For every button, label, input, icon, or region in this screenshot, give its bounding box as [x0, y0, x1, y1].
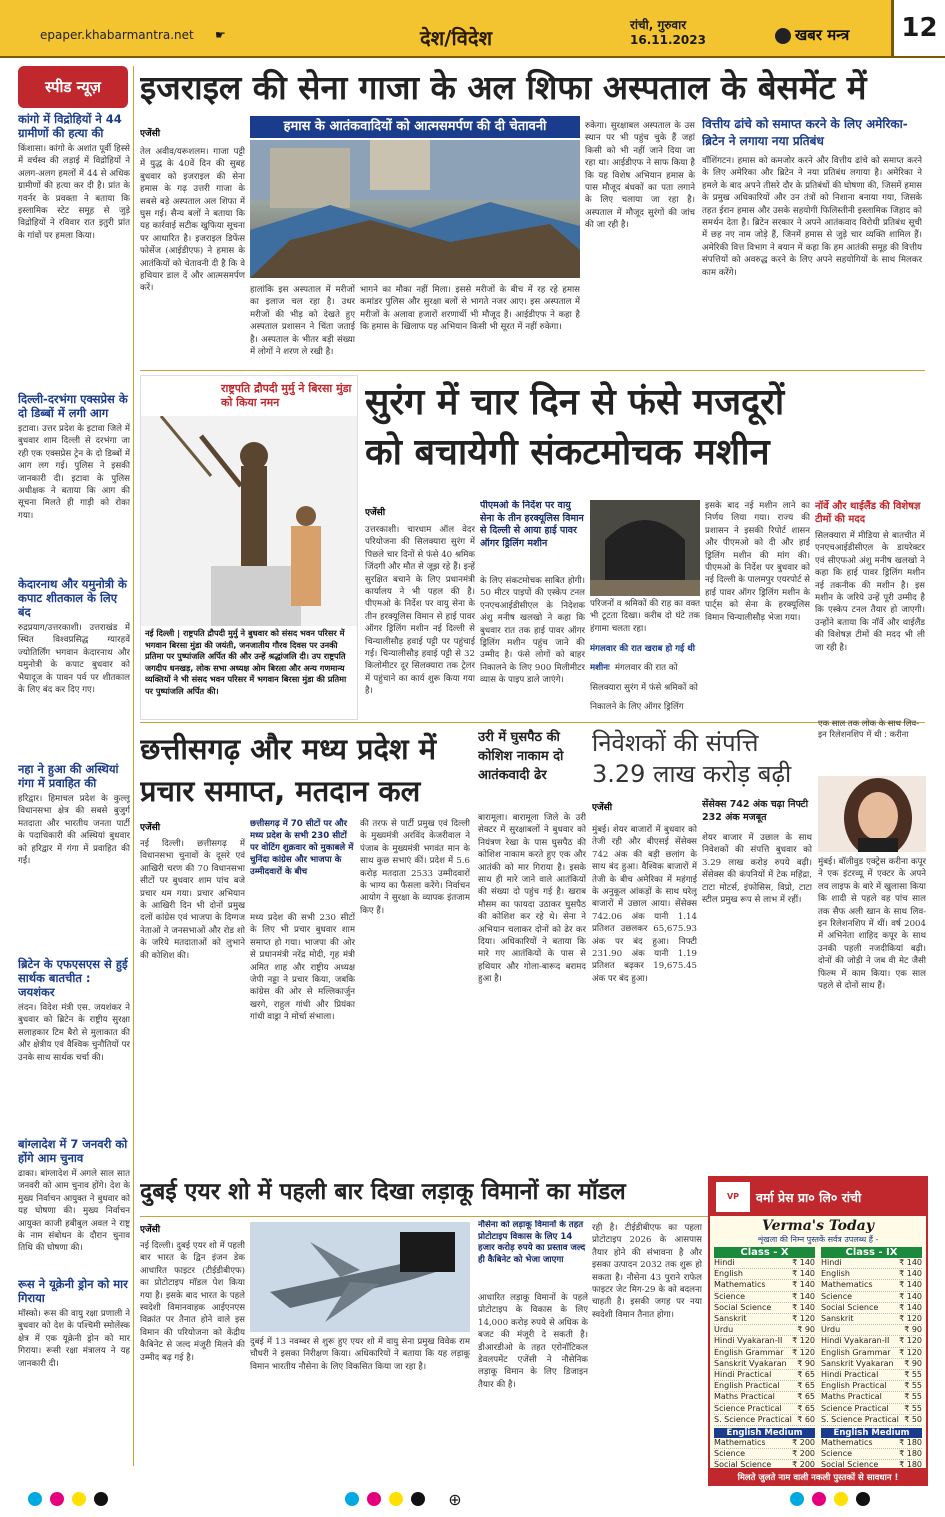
gaza-photo	[250, 140, 580, 278]
class-9-header: Class - IX	[821, 1247, 922, 1258]
market-headline	[592, 728, 802, 790]
crosshair-icon: ⊕	[448, 1490, 462, 1509]
book-row	[714, 1415, 815, 1426]
book-price: ₹ 200	[792, 1438, 815, 1448]
book-price: ₹ 120	[792, 1314, 815, 1324]
book-price: ₹ 120	[792, 1336, 815, 1346]
market-headline-line1: निवेशकों की संपत्ति	[592, 729, 759, 757]
tunnel-photo-illustration	[590, 500, 700, 596]
sidebar-item	[18, 957, 130, 1127]
sidebar-headline: केदारनाथ और यमुनोत्री के कपाट शीतकाल के लिए बंद	[18, 577, 127, 619]
book-title: Hindi Practical	[821, 1370, 879, 1380]
book-title: Maths Practical	[714, 1392, 775, 1402]
book-row	[714, 1269, 815, 1280]
sidebar-headline: दिल्ली-दरभंगा एक्सप्रेस के दो डिब्बों में लगी आग	[18, 392, 128, 420]
ad-tagline: शृंखला की निम्न पुस्तकें सर्वत्र उपलब्ध हैं -	[757, 1235, 879, 1244]
statue-photo	[141, 416, 357, 626]
agency-tag: एजेंसी	[592, 803, 613, 812]
tunnel-headline-line2: को बचायेगी संकटमोचक मशीन	[365, 432, 770, 473]
book-price: ₹ 140	[899, 1280, 922, 1290]
book-row	[714, 1460, 815, 1470]
dubai-body: आधारित लड़ाकू विमानों के पहले प्रोटोटाइप के विकास के लिए 14,000 करोड़ रुपये से अधिक के बजट की मंजूरी दे सकती है। डीआरडीओ के तहत एरोनॉटिकल डेवलपमेंट एजेंसी ने नौसेनिक लड़ाकू विमान के लिए डिजाइन तैयार की है।	[478, 1293, 588, 1390]
book-price: ₹ 55	[904, 1392, 922, 1402]
kareena-photo	[818, 776, 926, 852]
book-title: English	[714, 1269, 743, 1279]
em-9-list	[821, 1438, 922, 1470]
sidebar-item	[18, 1137, 130, 1267]
book-price: ₹ 200	[792, 1460, 815, 1470]
gaza-headline: इजराइल की सेना गाजा के अल शिफा अस्पताल के बेसमेंट में	[140, 68, 867, 107]
dubai-body: दुबई में 13 नवम्बर से शुरू हुए एयर शो में वायु सेना प्रमुख विवेक राम चौधरी ने इसका निरीक्षण किया। अधिकारियों ने बताया कि यह लड़ाकू विमान भारतीय नौसेना के लिए विकसित किया जा रहा है।	[250, 1337, 470, 1372]
uk-headline: वित्तीय ढांचे को समाप्त करने के लिए अमेरिका-ब्रिटेन ने लगाया नया प्रतिबंध	[702, 117, 908, 148]
book-title: Mathematics	[821, 1280, 873, 1290]
verma-press-logo: VP	[716, 1182, 750, 1212]
sidebar-headline: रूस ने यूक्रेनी ड्रोन को मार गिराया	[18, 1277, 128, 1305]
market-subhead: सेंसेक्स 742 अंक चढ़ा निफ्टी 232 अंक मजबूत	[702, 799, 809, 823]
tunnel-subhead: मंगलवार की रात खराब हो गई थी मशीनः	[590, 644, 695, 674]
book-price: ₹ 140	[792, 1269, 815, 1279]
book-price: ₹ 140	[792, 1280, 815, 1290]
book-price: ₹ 120	[899, 1314, 922, 1324]
gaza-body: रुकेगा। सुरक्षाबल अस्पताल के उस स्थान पर भी पहुंच चुके हैं जहां किसी को भी नहीं जाने दिया जा रहा था। आईडीएफ ने साफ किया है कि यह विशेष अभियान हमास के पास मौजूद बंधकों का पता लगाने के लिए चलाया जा रहा है। अस्पताल में मौजूद सुरंगों की जांच की जा रही है।	[585, 121, 695, 231]
sidebar-item	[18, 112, 130, 382]
magenta-mark	[812, 1492, 826, 1506]
sidebar-body: इटावा। उत्तर प्रदेश के इटावा जिले में बुधवार शाम दिल्ली से दरभंगा जा रही एक एक्सप्रेस ट्रेन के दो डिब्बों में आग लग गई। पुलिस ने इसकी जानकारी दी। इटावा के पुलिस अधीक्षक ने बताया कि आग की सूचना मिलते ही गाड़ी को रोका गया।	[18, 424, 130, 521]
book-title: Hindi Practical	[714, 1370, 772, 1380]
jet-photo	[250, 1222, 470, 1332]
book-row	[821, 1303, 922, 1314]
book-price: ₹ 90	[797, 1325, 815, 1335]
book-title: Science Practical	[714, 1403, 782, 1413]
gaza-body: भागने का मौका नहीं मिला। इससे मरीजों के बीच में रह रहे हमास कमांडर पुलिस और सुरक्षा बलों से भागते नजर आए। इस अस्पताल में मरीजों के अलावा हजारों शरणार्थी भी मौजूद हैं। आईडीएफ ने कहा है कि हमास के खिलाफ यह अभियान किसी भी सूरत में नहीं रुकेगा।	[360, 285, 580, 333]
dubai-body: नई दिल्ली। दुबई एयर शो में पहली बार भारत के द्विन इंजन डेक आधारित फाइटर (टीईडीबीएफ) का प्रोटोटाइप मॉडल पेश किया गया है। इसके बाद भारत के पहले स्वदेशी विमानवाहक आईएनएस विक्रांत पर तैनात होने वाले इस विमान की परियोजना को केंद्रीय कैबिनेट से जल्द मंजूरी मिलने की उम्मीद बढ़ गई है।	[140, 1241, 245, 1363]
book-title: Social Science	[821, 1302, 879, 1312]
election-headline: छत्तीसगढ़ और मध्य प्रदेश में प्रचार समाप्त, मतदान कल	[140, 732, 437, 808]
tribute-caption: नई दिल्ली | राष्ट्रपति द्रौपदी मुर्मु ने बुधवार को संसद भवन परिसर में भगवान बिरसा मुंडा की जयंती, जनजातीय गौरव दिवस पर उनकी प्रतिमा पर पुष्पांजलि अर्पित की और उन्हें श्रद्धांजलि दी। उप राष्ट्रपति जगदीप धनखड़, लोक सभा अध्यक्ष ओम बिरला और अन्य गणमान्य व्यक्तियों ने भी संसद भवन परिसर में भगवान बिरसा मुंडा की प्रतिमा पर पुष्पांजलि अर्पित की।	[145, 628, 355, 718]
book-row	[821, 1269, 922, 1280]
book-title: Mathematics	[821, 1438, 873, 1448]
market-body: मुंबई। शेयर बाजारों में बुधवार को तेजी रही और बीएसई सेंसेक्स 742 अंक की बड़ी छलांग के साथ बंद हुआ। वैश्विक बाजारों में तेजी के बीच अमेरिका में महंगाई के अनुकूल आंकड़ों के साथ घरेलू बाजारों में उछाल आया। सेंसेक्स 742.06 अंक यानी 1.14 प्रतिशत उछलकर 65,675.93 अंक पर बंद हुआ। निफ्टी 231.90 अंक यानी 1.19 प्रतिशत बढ़कर 19,675.45 अंक पर बंद हुआ।	[592, 825, 697, 984]
book-row	[821, 1292, 922, 1303]
gaza-body: हालांकि इस अस्पताल में मरीजों का इलाज चल रहा है। उधर मरीजों की भीड़ को देखते हुए अस्पताल प्रशासन ने चिंता जताई है। अस्पताल के भीतर बड़ी संख्या में लोगों ने शरण ले रखी है।	[250, 285, 355, 358]
book-title: Science Practical	[821, 1403, 889, 1413]
book-title: Science	[821, 1449, 853, 1459]
book-row	[821, 1258, 922, 1269]
book-title: Hindi	[714, 1258, 735, 1267]
election-body: मध्य प्रदेश की सभी 230 सीटों के लिए भी प्रचार बुधवार शाम समाप्त हो गया। भाजपा की ओर से प्रधानमंत्री नरेंद्र मोदी, गृह मंत्री अमित शाह और राष्ट्रीय अध्यक्ष जेपी नड्डा ने प्रचार किया, जबकि कांग्रेस की ओर से मल्लिकार्जुन खरगे, राहुल गांधी और प्रियंका गांधी वाड्रा ने मोर्चा संभाला।	[250, 913, 355, 1023]
kareena-body: मुंबई। बॉलीवुड एक्ट्रेस करीना कपूर ने एक इंटरव्यू में एक्टर के अपने लव लाइफ के बारे में खुलासा किया कि शादी से पहले वह पांच साल तक सैफ अली खान के साथ लिव-इन रिलेशनशिप में थीं। वर्ष 2004 में अभिनेता शाहिद कपूर के साथ उनकी पहली नजदीकियां बढ़ी। दोनों की जोड़ी ने जब वी मेट जैसी फिल्म में काम किया। एक साल पहले से दोनों साथ हैं।	[818, 857, 926, 992]
book-row	[714, 1314, 815, 1325]
agency-tag: एजेंसी	[140, 1225, 161, 1234]
page-number: 12	[891, 0, 945, 56]
english-medium-header: English Medium	[714, 1428, 815, 1438]
book-price: ₹ 180	[899, 1449, 922, 1459]
book-title: Science	[821, 1291, 853, 1301]
book-row	[714, 1392, 815, 1403]
tunnel-headline-line1: सुरंग में चार दिन से फंसे मजदूरों	[365, 382, 785, 423]
yellow-mark	[834, 1492, 848, 1506]
book-title: English Practical	[714, 1381, 780, 1391]
book-price: ₹ 180	[899, 1460, 922, 1470]
black-mark	[411, 1492, 425, 1506]
book-row	[714, 1370, 815, 1381]
sidebar-headline: कांगो में विद्रोहियों ने 44 ग्रामीणों की हत्या की	[18, 112, 122, 140]
book-title: Hindi Vyakaran-II	[714, 1336, 783, 1346]
book-title: S. Science Practical	[821, 1414, 899, 1424]
tunnel-body: उत्तरकाशी। चारधाम ऑल वेदर परियोजना की सिलक्यारा सुरंग में पिछले चार दिनों से फंसे 40 श्रमिक जिंदगी और मौत से जूझ रहे हैं। इन्हें सुरक्षित बचाने के लिए प्रधानमंत्री कार्यालय ने भी पहल की है। पीएमओ के निर्देश पर वायु सेना के तीन हरक्यूलिस विमान से हाई पावर ऑगर ड्रिलिंग मशीन नई दिल्ली से चिन्यालीसौड़ हवाई पट्टी पर पहुंचाई गई। चिन्यालीसौड़ हवाई पट्टी से 32 किलोमीटर दूर सिलक्यारा तक ट्रेलर में पहुंचाने का कार्य शुरू किया गया है।	[365, 525, 475, 697]
ad-book-columns	[710, 1247, 926, 1470]
book-title: Sanskrit	[714, 1314, 747, 1324]
sidebar-item	[18, 577, 130, 752]
tunnel-headline	[365, 378, 925, 488]
book-advertisement	[708, 1176, 928, 1470]
sidebar-body: ढाका। बांग्लादेश में अगले साल सात जनवरी को आम चुनाव होंगे। देश के मुख्य निर्वाचन आयुक्त ने बुधवार को यह घोषणा की। मुख्य निर्वाचन आयुक्त काजी हबीबुल अवल ने राष्ट्र के नाम संबोधन के दौरान चुनाव तिथि की घोषणा की।	[18, 1169, 130, 1254]
book-price: ₹ 50	[904, 1414, 922, 1424]
book-price: ₹ 120	[792, 1347, 815, 1357]
book-price: ₹ 65	[797, 1403, 815, 1413]
book-title: Sanskrit Vyakaran	[821, 1358, 894, 1368]
market-body: शेयर बाजार में उछाल के साथ निवेशकों की संपत्ति बुधवार को 3.29 लाख करोड़ रुपये बढ़ी। सेंसेक्स की कंपनियों में टेक महिंद्रा, टाटा मोटर्स, इंफोसिस, विप्रो, टाटा स्टील प्रमुख रूप से लाभ में रहीं।	[702, 833, 812, 906]
book-row	[821, 1392, 922, 1403]
uri-headline: उरी में घुसपैठ की कोशिश नाकाम दो आतंकवादी ढेर	[478, 730, 564, 783]
book-row	[821, 1359, 922, 1370]
black-mark	[856, 1492, 870, 1506]
book-title: Urdu	[821, 1325, 841, 1335]
sidebar-body: रुद्रप्रयाग/उत्तरकाशी। उत्तराखंड में स्थित विश्वप्रसिद्ध ग्यारहवें ज्योतिर्लिंग भगवान केदारनाथ और यमुनोत्री के कपाट बुधवार को भैयादूज के पावन पर्व पर शीतकाल के लिए बंद कर दिए गए।	[18, 623, 130, 696]
book-price: ₹ 140	[792, 1291, 815, 1301]
sidebar-headline: बांग्लादेश में 7 जनवरी को होंगे आम चुनाव	[18, 1137, 128, 1165]
ad-warning: मिलते जुलते नाम वाली नकली पुस्तकों से सावधान !	[708, 1470, 928, 1486]
sidebar-body: किंशासा। कांगो के अशांत पूर्वी हिस्से में वर्चस्व की लड़ाई में विद्रोहियों ने अलग-अलग हमलों में 44 से अधिक ग्रामीणों की हत्या कर दी है। प्रांत के गवर्नर के प्रवक्ता ने बताया कि इस्लामिक स्टेट समूह से जुड़े विद्रोहियों ने रविवार रात इतुरी प्रांत के गांवों पर हमला किया।	[18, 144, 130, 241]
book-price: ₹ 140	[792, 1258, 815, 1267]
agency-tag: एजेंसी	[140, 823, 161, 832]
book-row	[821, 1325, 922, 1336]
fighter-jet-model	[250, 1222, 470, 1332]
gaza-photo-illustration	[250, 140, 580, 278]
kareena-quote: एक साल तक लोक के साथ लिव-इन रिलेशनशिप में थी : करीना	[818, 718, 920, 739]
book-price: ₹ 65	[797, 1370, 815, 1380]
yellow-mark	[72, 1492, 86, 1506]
speed-news-logo	[18, 66, 128, 108]
tunnel-body: के लिए संकटमोचक साबित होगी। 50 मीटर पाइपों की एस्केप टनल एनएचआईडीसीएल के निदेशक अंशु मनीष खलखो ने कहा कि बुधवार रात तक हाई पावर ऑगर ड्रिलिंग मशीन पहुंच जाने की उम्मीद है। फंसे लोगों को बाहर निकालने के लिए 900 मिलीमीटर व्यास के पाइप डाले जाएंगे।	[480, 576, 585, 686]
gaza-body: तेल अवीव/यरूशलम। गाजा पट्टी में युद्ध के 40वें दिन की सुबह बुधवार को इजराइल की सेना हमास के गढ़ उत्तरी गाजा के सबसे बड़े अस्पताल अल शिफा में घुस गई। सैन्य बलों ने बताया कि यह कार्रवाई सटीक खुफिया सूचना पर आधारित है। इजराइल डिफेंस फोर्सेज (आईडीएफ) ने हमास के आतंकियों को चेतावनी दी है कि वे हथियार डाल दें और आत्मसमर्पण करें।	[140, 147, 245, 294]
book-price: ₹ 55	[904, 1381, 922, 1391]
book-price: ₹ 120	[899, 1336, 922, 1346]
book-row	[714, 1348, 815, 1359]
color-registration-marks	[790, 1492, 920, 1510]
page-header	[0, 0, 945, 58]
sidebar-body: हरिद्वार। हिमाचल प्रदेश के कुल्लू विधानसभा क्षेत्र की सबसे बुजुर्ग मतदाता और भारतीय जनता पार्टी के पदाधिकारी की अस्थियां बुधवार को हरिद्वार में गंगा में प्रवाहित की गईं।	[18, 794, 130, 867]
book-price: ₹ 65	[797, 1381, 815, 1391]
brand-name: खबर मन्त्र	[795, 26, 850, 44]
book-row	[821, 1348, 922, 1359]
site-url[interactable]: epaper.khabarmantra.net	[40, 28, 194, 42]
book-title: Social Science	[714, 1460, 772, 1470]
book-price: ₹ 90	[904, 1358, 922, 1368]
section-divider	[140, 722, 925, 723]
book-price: ₹ 140	[899, 1258, 922, 1267]
book-title: Science	[714, 1449, 746, 1459]
tunnel-body: इसके बाद नई मशीन लाने का निर्णय लिया गया। राज्य की प्रशासन ने इसकी रिपोर्ट शासन और पीएमओ को दी और हाई ड्रिलिंग मशीन की मांग की। पीएमओ के निर्देश पर बुधवार को नई दिल्ली के पालमपुर एयरपोर्ट से हाई पावर ऑगर ड्रिलिंग मशीन के पार्ट्स को सेना के हरक्यूलिस विमान चिन्यालीसौड़ भेजा गया।	[705, 501, 810, 623]
tunnel-callout: पीएमओ के निर्देश पर वायु सेना के तीन हरक्यूलिस विमान से दिल्ली से आया हाई पावर ऑगर ड्रिलिंग मशीन	[480, 500, 584, 549]
book-title: Mathematics	[714, 1280, 766, 1290]
dubai-headline: दुबई एयर शो में पहली बार दिखा लड़ाकू विमानों का मॉडल	[140, 1179, 626, 1205]
book-price: ₹ 140	[899, 1291, 922, 1301]
book-row	[714, 1404, 815, 1415]
book-price: ₹ 120	[899, 1347, 922, 1357]
book-row	[714, 1325, 815, 1336]
book-row	[821, 1280, 922, 1291]
cyan-mark	[790, 1492, 804, 1506]
book-title: Maths Practical	[821, 1392, 882, 1402]
class-9-column	[821, 1247, 922, 1470]
book-row	[714, 1359, 815, 1370]
election-callout: छत्तीसगढ़ में 70 सीटों पर और मध्य प्रदेश के सभी 230 सीटों पर वोटिंग शुक्रवार को मुकाबले में चुनिंदा कांग्रेस और भाजपा के उम्मीदवारों के बीच	[250, 819, 354, 877]
book-title: Sanskrit Vyakaran	[714, 1358, 787, 1368]
dubai-callout: नौसेना को लड़ाकू विमानों के तहत प्रोटोटाइप विकास के लिए 14 हजार करोड़ रुपये का प्रस्ताव जल्द ही कैबिनेट को भेजा जाएगा	[478, 1220, 586, 1265]
book-title: Social Science	[714, 1302, 772, 1312]
tunnel-photo	[590, 500, 700, 596]
english-medium-header: English Medium	[821, 1428, 922, 1438]
book-price: ₹ 90	[904, 1325, 922, 1335]
ad-brand: Verma's Today	[762, 1218, 874, 1234]
brand-icon	[775, 28, 791, 44]
book-price: ₹ 55	[904, 1370, 922, 1380]
book-title: S. Science Practical	[714, 1414, 792, 1424]
section-divider	[140, 370, 925, 371]
sidebar-item	[18, 762, 130, 947]
book-title: Urdu	[714, 1325, 734, 1335]
dateline	[630, 18, 706, 48]
sidebar-body: मॉस्को। रूस की वायु रक्षा प्रणाली ने बुधवार को देश के पश्चिमी स्मोलेंस्क क्षेत्र में एक यूक्रेनी ड्रोन को मार गिराया। रूसी रक्षा मंत्रालय ने यह जानकारी दी।	[18, 1309, 130, 1369]
class-10-list	[714, 1258, 815, 1426]
magenta-mark	[50, 1492, 64, 1506]
book-price: ₹ 90	[797, 1358, 815, 1368]
sidebar-headline: नहा ने हुआ की अस्थियां गंगा में प्रवाहित की	[18, 762, 119, 790]
speed-news-label: स्पीड न्यूज़	[45, 78, 101, 96]
sidebar-news	[18, 112, 130, 1472]
tunnel-body: मंगलवार की रात को सिलक्यारा सुरंग में फंसे श्रमिकों को निकालने के लिए ऑगर ड्रिलिंग	[590, 663, 698, 713]
book-row	[714, 1280, 815, 1291]
book-row	[714, 1449, 815, 1460]
book-row	[821, 1370, 922, 1381]
expert-body: सिलक्यारा में मीडिया से बातचीत में एनएचआईडीसीएल के डायरेक्टर एवं सीएफओ अंशु मनीष खलखो ने कहा कि हाई पावर ड्रिलिंग मशीन नई तकनीक की मशीन है। इस मशीन के जरिये उन्हें पूरी उम्मीद है कि एस्केप टनल तैयार हो जाएगी। उन्होंने बताया कि नॉर्वे और थाईलैंड की विशेषज्ञ टीमों की मदद भी ली जा रही है।	[815, 531, 925, 653]
market-headline-line2: 3.29 लाख करोड़ बढ़ी	[592, 760, 792, 788]
election-body: की तरफ से पार्टी प्रमुख एवं दिल्ली के मुख्यमंत्री अरविंद केजरीवाल ने पंजाब के मुख्यमंत्री भगवंत मान के साथ कुछ सभाएं कीं। प्रदेश में 5.6 करोड़ मतदाता 2533 उम्मीदवारों के भाग्य का फैसला करेंगे। निर्वाचन आयोग ने सुरक्षा के व्यापक इंतजाम किए हैं।	[360, 819, 470, 916]
cyan-mark	[28, 1492, 42, 1506]
book-price: ₹ 180	[899, 1438, 922, 1448]
book-row	[714, 1336, 815, 1347]
issue-date: 16.11.2023	[630, 33, 706, 47]
place-day: रांची, गुरुवार	[630, 18, 687, 32]
book-price: ₹ 200	[792, 1449, 815, 1459]
book-row	[821, 1449, 922, 1460]
sidebar-body: लंदन। विदेश मंत्री एस. जयशंकर ने बुधवार को ब्रिटेन के राष्ट्रीय सुरक्षा सलाहकार टिम बैरो से मुलाकात की और क्षेत्रीय एवं वैश्विक चुनौतियों पर उनके साथ सार्थक चर्चा की।	[18, 1003, 130, 1063]
book-row	[714, 1381, 815, 1392]
class-10-header: Class - X	[714, 1247, 815, 1258]
book-row	[821, 1381, 922, 1392]
book-title: English	[821, 1269, 850, 1279]
color-registration-marks	[345, 1492, 435, 1510]
book-row	[821, 1438, 922, 1449]
tunnel-subsection	[590, 636, 700, 720]
book-row	[821, 1460, 922, 1470]
agency-tag: एजेंसी	[140, 129, 161, 138]
class-9-list	[821, 1258, 922, 1426]
book-price: ₹ 55	[904, 1403, 922, 1413]
book-title: Hindi Vyakaran-II	[821, 1336, 890, 1346]
ad-banner	[710, 1178, 926, 1216]
kareena-portrait	[818, 776, 926, 852]
book-row	[714, 1258, 815, 1269]
class-10-column	[714, 1247, 815, 1470]
tribute-headline: राष्ट्रपति द्रौपदी मुर्मु ने बिरसा मुंडा को किया नमन	[221, 382, 352, 409]
sidebar-item	[18, 392, 130, 567]
gaza-subhead: हमास के आतंकवादियों को आत्मसमर्पण की दी चेतावनी	[250, 116, 580, 138]
color-registration-marks	[28, 1492, 158, 1510]
book-title: Sanskrit	[821, 1314, 854, 1324]
book-row	[714, 1438, 815, 1449]
book-row	[714, 1292, 815, 1303]
election-body: नई दिल्ली। छत्तीसगढ़ में विधानसभा चुनावों के दूसरे एवं आखिरी चरण की 70 विधानसभा सीटों पर बुधवार शाम पांच बजे प्रचार थम गया। प्रचार अभियान के आखिरी दिन भी दोनों प्रमुख दलों कांग्रेस एवं भाजपा के दिग्गज नेताओं ने जनसभाओं और रोड शो के जरिये मतदाताओं को लुभाने की कोशिश की।	[140, 839, 245, 961]
magenta-mark	[367, 1492, 381, 1506]
sidebar-item	[18, 1277, 130, 1447]
book-row	[714, 1303, 815, 1314]
book-title: Mathematics	[714, 1438, 766, 1448]
book-row	[821, 1336, 922, 1347]
cursor-icon: ☛	[215, 28, 226, 42]
brand-logo	[775, 25, 849, 45]
book-title: English Grammar	[821, 1347, 891, 1357]
dubai-body: रही है। टीईडीबीएफ का पहला प्रोटोटाइप 2026 के आसपास तैयार होने की संभावना है और इसका उत्पादन 2032 तक शुरू हो सकता है। नौसेना 43 पुराने राफेल फाइटर जेट मिग-29 के को बदलना चाहती है। इसकी जगह पर नया स्वदेशी विमान तैनात होगा।	[592, 1223, 702, 1320]
section-title: देश/विदेश	[420, 26, 493, 50]
book-title: Hindi	[821, 1258, 842, 1267]
em-10-list	[714, 1438, 815, 1470]
agency-tag: एजेंसी	[365, 508, 386, 517]
book-price: ₹ 140	[899, 1269, 922, 1279]
book-price: ₹ 60	[797, 1414, 815, 1424]
book-title: Science	[714, 1291, 746, 1301]
ad-shop-name: वर्मा प्रेस प्रा० लि० रांची	[756, 1189, 862, 1205]
book-row	[821, 1404, 922, 1415]
book-row	[821, 1314, 922, 1325]
black-mark	[94, 1492, 108, 1506]
book-title: English Practical	[821, 1381, 887, 1391]
column-divider	[133, 66, 134, 1466]
book-price: ₹ 140	[899, 1302, 922, 1312]
book-price: ₹ 140	[792, 1302, 815, 1312]
yellow-mark	[389, 1492, 403, 1506]
uk-body: वॉशिंगटन। हमास को कमजोर करने और वित्तीय ढांचे को समाप्त करने के लिए अमेरिका और ब्रिटेन ने नया प्रतिबंध लगाया है। अमेरिका ने हमले के बाद अपने तीसरे दौर के प्रतिबंधों की घोषणा की, जिसमें हमास के प्रमुख अधिकारियों और उन तंत्रों को निशाना बनाया गया, जिसके तहत ईरान हमास और उसके सहयोगी फिलिस्तीनी इस्लामिक जिहाद को समर्थन देता है। ब्रिटेन सरकार ने अपने आतंकवाद विरोधी प्रतिबंध सूची में छह नए नाम जोड़े हैं, जिनमें हमास से जुड़े चार व्यक्ति शामिल हैं। अमेरिकी वित्त विभाग ने बयान में कहा कि हम आतंकी समूह की वित्तीय संपत्तियों को अवरुद्ध करने के लिए अपने सहयोगियों के साथ मिलकर काम करेंगे।	[702, 156, 922, 278]
expert-headline: नॉर्वे और थाईलैंड की विशेषज्ञ टीमों की मदद	[815, 501, 921, 525]
book-title: Social Science	[821, 1460, 879, 1470]
tunnel-photo-caption: परिजनों व श्रमिकों की राह का वक्त भी टूटता दिखा। करीब दो घंटे तक हंगामा चलता रहा।	[590, 599, 700, 634]
sidebar-headline: ब्रिटेन के एफएसएस से हुई सार्थक बातचीत : जयशंकर	[18, 957, 128, 999]
cyan-mark	[345, 1492, 359, 1506]
book-title: English Grammar	[714, 1347, 784, 1357]
tribute-box	[140, 375, 358, 720]
book-row	[821, 1415, 922, 1426]
book-price: ₹ 65	[797, 1392, 815, 1402]
uri-body: बारामूला। बारामूला जिले के उरी सेक्टर में सुरक्षाबलों ने बुधवार को नियंत्रण रेखा के पास घुसपैठ की कोशिश नाकाम करते हुए एक और आतंकी को मार गिराया है। इसके साथ ही मारे जाने वाले आतंकियों की संख्या दो पहुंच गई है। खराब मौसम का फायदा उठाकर घुसपैठ की कोशिश कर रहे थे। सेना ने अभियान चलाकर दोनों को ढेर कर दिया। अधिकारियों ने बताया कि मारे गए आतंकियों के पास से हथियार और गोला-बारूद बरामद हुआ है।	[478, 813, 586, 985]
